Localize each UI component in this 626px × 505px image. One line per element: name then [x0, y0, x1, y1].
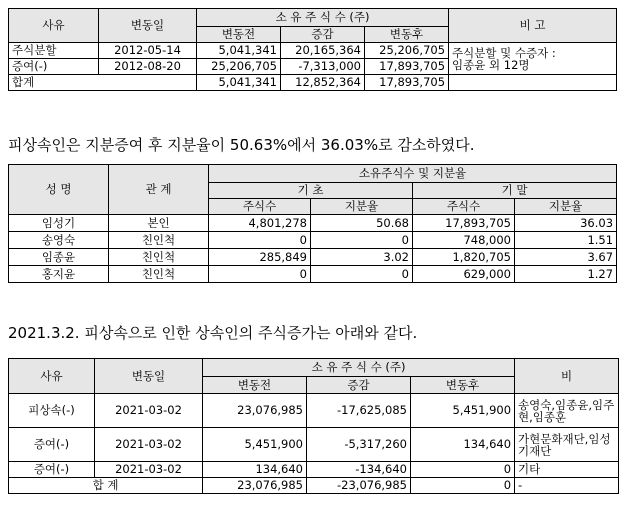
cell-total-after: 17,893,705: [365, 75, 449, 91]
cell-note: 송영숙,임종윤,임주현,임종훈: [515, 394, 619, 428]
cell-end-shares: 17,893,705: [413, 215, 515, 232]
header-start: 기 초: [209, 183, 413, 199]
header-relation: 관 계: [109, 165, 209, 215]
note-line: 주식분할 및 수증자 :: [452, 45, 556, 60]
cell-total-change: -23,076,985: [307, 478, 411, 494]
table-row: [9, 266, 617, 283]
header-change: 증감: [307, 377, 411, 394]
total-row: [9, 75, 617, 91]
cell-start-ratio: 50.68: [311, 215, 413, 232]
cell-reason: 증여(-): [9, 428, 95, 462]
cell-start-shares: 0: [209, 266, 311, 283]
paragraph-ratio-decrease: 피상속인은 지분증여 후 지분율이 50.63%에서 36.03%로 감소하였다.: [8, 136, 475, 154]
cell-after: 25,206,705: [365, 43, 449, 59]
cell-before: 134,640: [203, 462, 307, 478]
cell-after: 0: [411, 462, 515, 478]
cell-reason: 증여(-): [9, 462, 95, 478]
cell-before: 23,076,985: [203, 394, 307, 428]
table-row: [9, 428, 619, 462]
paragraph-inheritance: 2021.3.2. 피상속으로 인한 상속인의 주식증가는 아래와 같다.: [8, 324, 418, 342]
cell-start-ratio: 3.02: [311, 249, 413, 266]
header-start-ratio: 지분율: [311, 199, 413, 215]
header-end-shares: 주식수: [413, 199, 515, 215]
inheritance-change-table: [8, 358, 619, 494]
header-before: 변동전: [197, 27, 281, 43]
header-end-ratio: 지분율: [515, 199, 617, 215]
header-note: 비 고: [449, 9, 617, 43]
cell-change: -134,640: [307, 462, 411, 478]
cell-note: 가현문화재단,임성기재단: [515, 428, 619, 462]
cell-total-label: 합 계: [9, 478, 203, 494]
cell-name: 홍지윤: [9, 266, 109, 283]
cell-reason: 주식분할: [9, 43, 99, 59]
cell-reason: 증여(-): [9, 59, 99, 75]
header-change-date: 변동일: [95, 359, 203, 394]
cell-end-ratio: 1.51: [515, 232, 617, 249]
cell-end-ratio: 36.03: [515, 215, 617, 232]
cell-start-shares: 4,801,278: [209, 215, 311, 232]
cell-after: 134,640: [411, 428, 515, 462]
header-start-shares: 주식수: [209, 199, 311, 215]
cell-total-after: 0: [411, 478, 515, 494]
cell-start-ratio: 0: [311, 266, 413, 283]
cell-start-shares: 285,849: [209, 249, 311, 266]
cell-change: -7,313,000: [281, 59, 365, 75]
cell-after: 17,893,705: [365, 59, 449, 75]
table-row: [9, 462, 619, 478]
cell-end-ratio: 3.67: [515, 249, 617, 266]
cell-end-shares: 1,820,705: [413, 249, 515, 266]
header-reason: 사유: [9, 9, 99, 43]
cell-date: 2021-03-02: [95, 428, 203, 462]
cell-total-before: 23,076,985: [203, 478, 307, 494]
note-line: 임종윤 외 12명: [452, 57, 530, 72]
header-shares: 소 유 주 식 수 (주): [203, 359, 515, 377]
header-change: 증감: [281, 27, 365, 43]
table-row: [9, 394, 619, 428]
cell-total-note: [449, 75, 617, 91]
cell-name: 임종윤: [9, 249, 109, 266]
table-row: [9, 43, 617, 59]
cell-before: 5,451,900: [203, 428, 307, 462]
shareholding-ratio-table: [8, 164, 617, 283]
header-end: 기 말: [413, 183, 617, 199]
cell-end-shares: 748,000: [413, 232, 515, 249]
cell-before: 5,041,341: [197, 43, 281, 59]
total-row: [9, 478, 619, 494]
cell-total-before: 5,041,341: [197, 75, 281, 91]
header-shares-ratio: 소유주식수 및 지분율: [209, 165, 617, 183]
cell-name: 송영숙: [9, 232, 109, 249]
header-change-date: 변동일: [99, 9, 197, 43]
share-change-table-2012: [8, 8, 617, 91]
cell-start-ratio: 0: [311, 232, 413, 249]
cell-date: 2021-03-02: [95, 394, 203, 428]
table-row: [9, 249, 617, 266]
cell-reason: 피상속(-): [9, 394, 95, 428]
header-note: 비: [515, 359, 619, 394]
header-before: 변동전: [203, 377, 307, 394]
cell-start-shares: 0: [209, 232, 311, 249]
cell-name: 임성기: [9, 215, 109, 232]
table-row: [9, 232, 617, 249]
cell-total-change: 12,852,364: [281, 75, 365, 91]
cell-relation: 친인척: [109, 232, 209, 249]
header-name: 성 명: [9, 165, 109, 215]
cell-end-ratio: 1.27: [515, 266, 617, 283]
cell-relation: 친인척: [109, 249, 209, 266]
header-reason: 사유: [9, 359, 95, 394]
cell-note: 기타: [515, 462, 619, 478]
cell-date: 2021-03-02: [95, 462, 203, 478]
header-after: 변동후: [411, 377, 515, 394]
cell-end-shares: 629,000: [413, 266, 515, 283]
header-after: 변동후: [365, 27, 449, 43]
cell-change: 20,165,364: [281, 43, 365, 59]
cell-total-label: 합계: [9, 75, 197, 91]
cell-relation: 본인: [109, 215, 209, 232]
table-row: [9, 215, 617, 232]
cell-change: -5,317,260: [307, 428, 411, 462]
cell-after: 5,451,900: [411, 394, 515, 428]
cell-relation: 친인척: [109, 266, 209, 283]
cell-before: 25,206,705: [197, 59, 281, 75]
cell-date: 2012-05-14: [99, 43, 197, 59]
header-shares: 소 유 주 식 수 (주): [197, 9, 449, 27]
cell-note: [449, 43, 617, 75]
cell-date: 2012-08-20: [99, 59, 197, 75]
cell-total-note: -: [515, 478, 619, 494]
cell-change: -17,625,085: [307, 394, 411, 428]
